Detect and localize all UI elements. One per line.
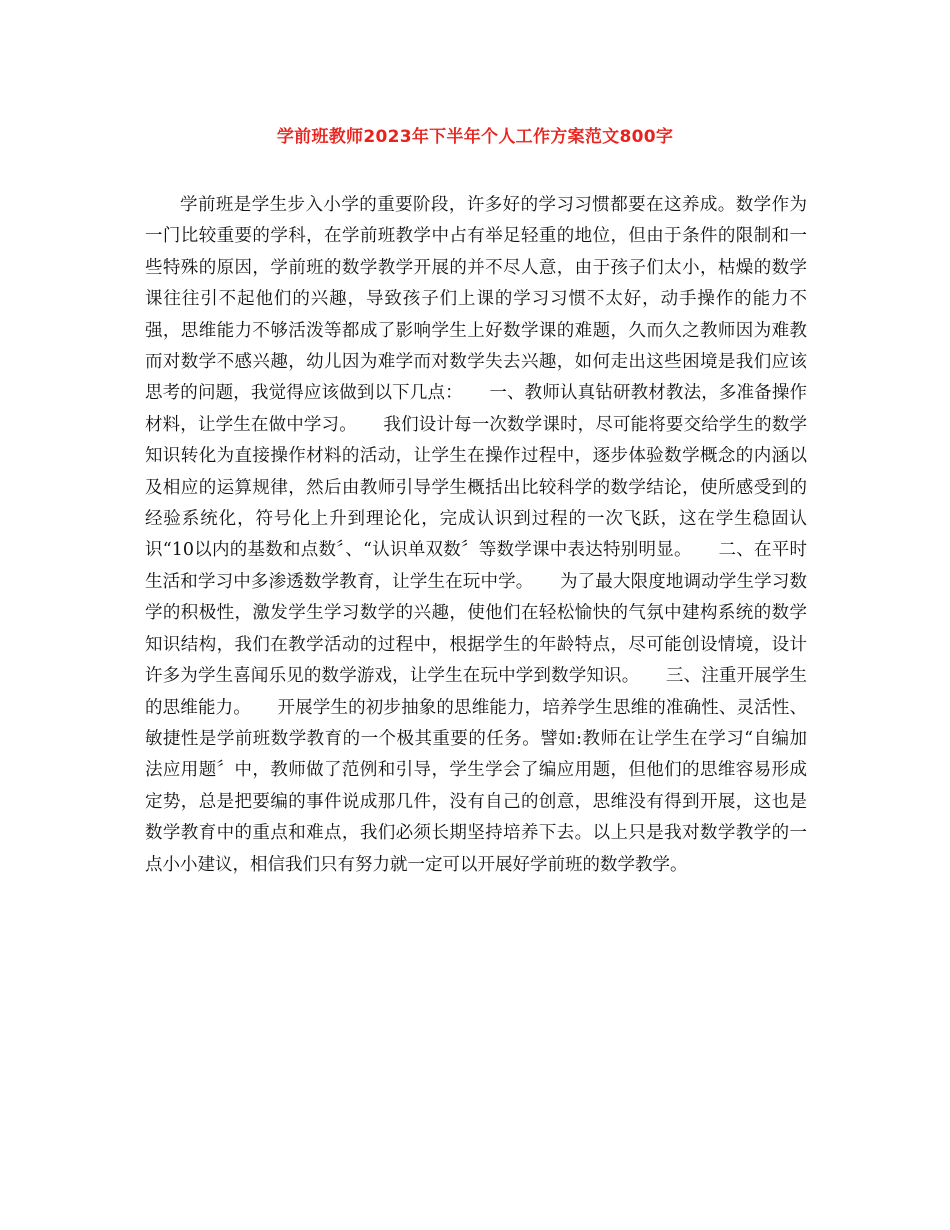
document-title: 学前班教师2023年下半年个人工作方案范文800字	[276, 127, 674, 147]
document-body-paragraph: 学前班是学生步入小学的重要阶段，许多好的学习习惯都要在这养成。数学作为一门比较重要的学科，在学前班教学中占有举足轻重的地位，但由于条件的限制和一些特殊的原因，学前班的数学教学开展的并不尽人意，由于孩子们太小，枯燥的数学课往往引不起他们的兴趣，导致孩子们上课的学习习惯不太好，动手操作的能力不强，思维能力不够活泼等都成了影响学生上好数学课的难题，久而久之教师因为难教而对数学不感兴趣，幼儿因为难学而对数学失去兴趣，如何走出这些困境是我们应该思考的问题，我觉得应该做到以下几点： 一、教师认真钻研教材教法，多准备操作材料，让学生在做中学习。 我们设计每一次数学课时，尽可能将要交给学生的数学知识转化为直接操作材料的活动，让学生在操作过程中，逐步体验数学概念的内涵以及相应的运算规律，然后由教师引导学生概括出比较科学的数学结论，使所感受到的经验系统化，符号化上升到理论化，完成认识到过程的一次飞跃，这在学生稳固认识“10以内的基数和点数〞、“认识单双数〞等数学课中表达特别明显。 二、在平时生活和学习中多渗透数学教育，让学生在玩中学。 为了最大限度地调动学生学习数学的积极性，激发学生学习数学的兴趣，使他们在轻松愉快的气氛中建构系统的数学知识结构，我们在教学活动的过程中，根据学生的年龄特点，尽可能创设情境，设计许多为学生喜闻乐见的数学游戏，让学生在玩中学到数学知识。 三、注重开展学生的思维能力。 开展学生的初步抽象的思维能力，培养学生思维的准确性、灵活性、敏捷性是学前班数学教育的一个极其重要的任务。譬如:教师在让学生在学习“自编加法应用题〞中，教师做了范例和引导，学生学会了编应用题，但他们的思维容易形成定势，总是把要编的事件说成那几件，没有自己的创意，思维没有得到开展，这也是数学教育中的重点和难点，我们必须长期坚持培养下去。以上只是我对数学教学的一点小小建议，相信我们只有努力就一定可以开展好学前班的数学教学。	[145, 195, 807, 875]
